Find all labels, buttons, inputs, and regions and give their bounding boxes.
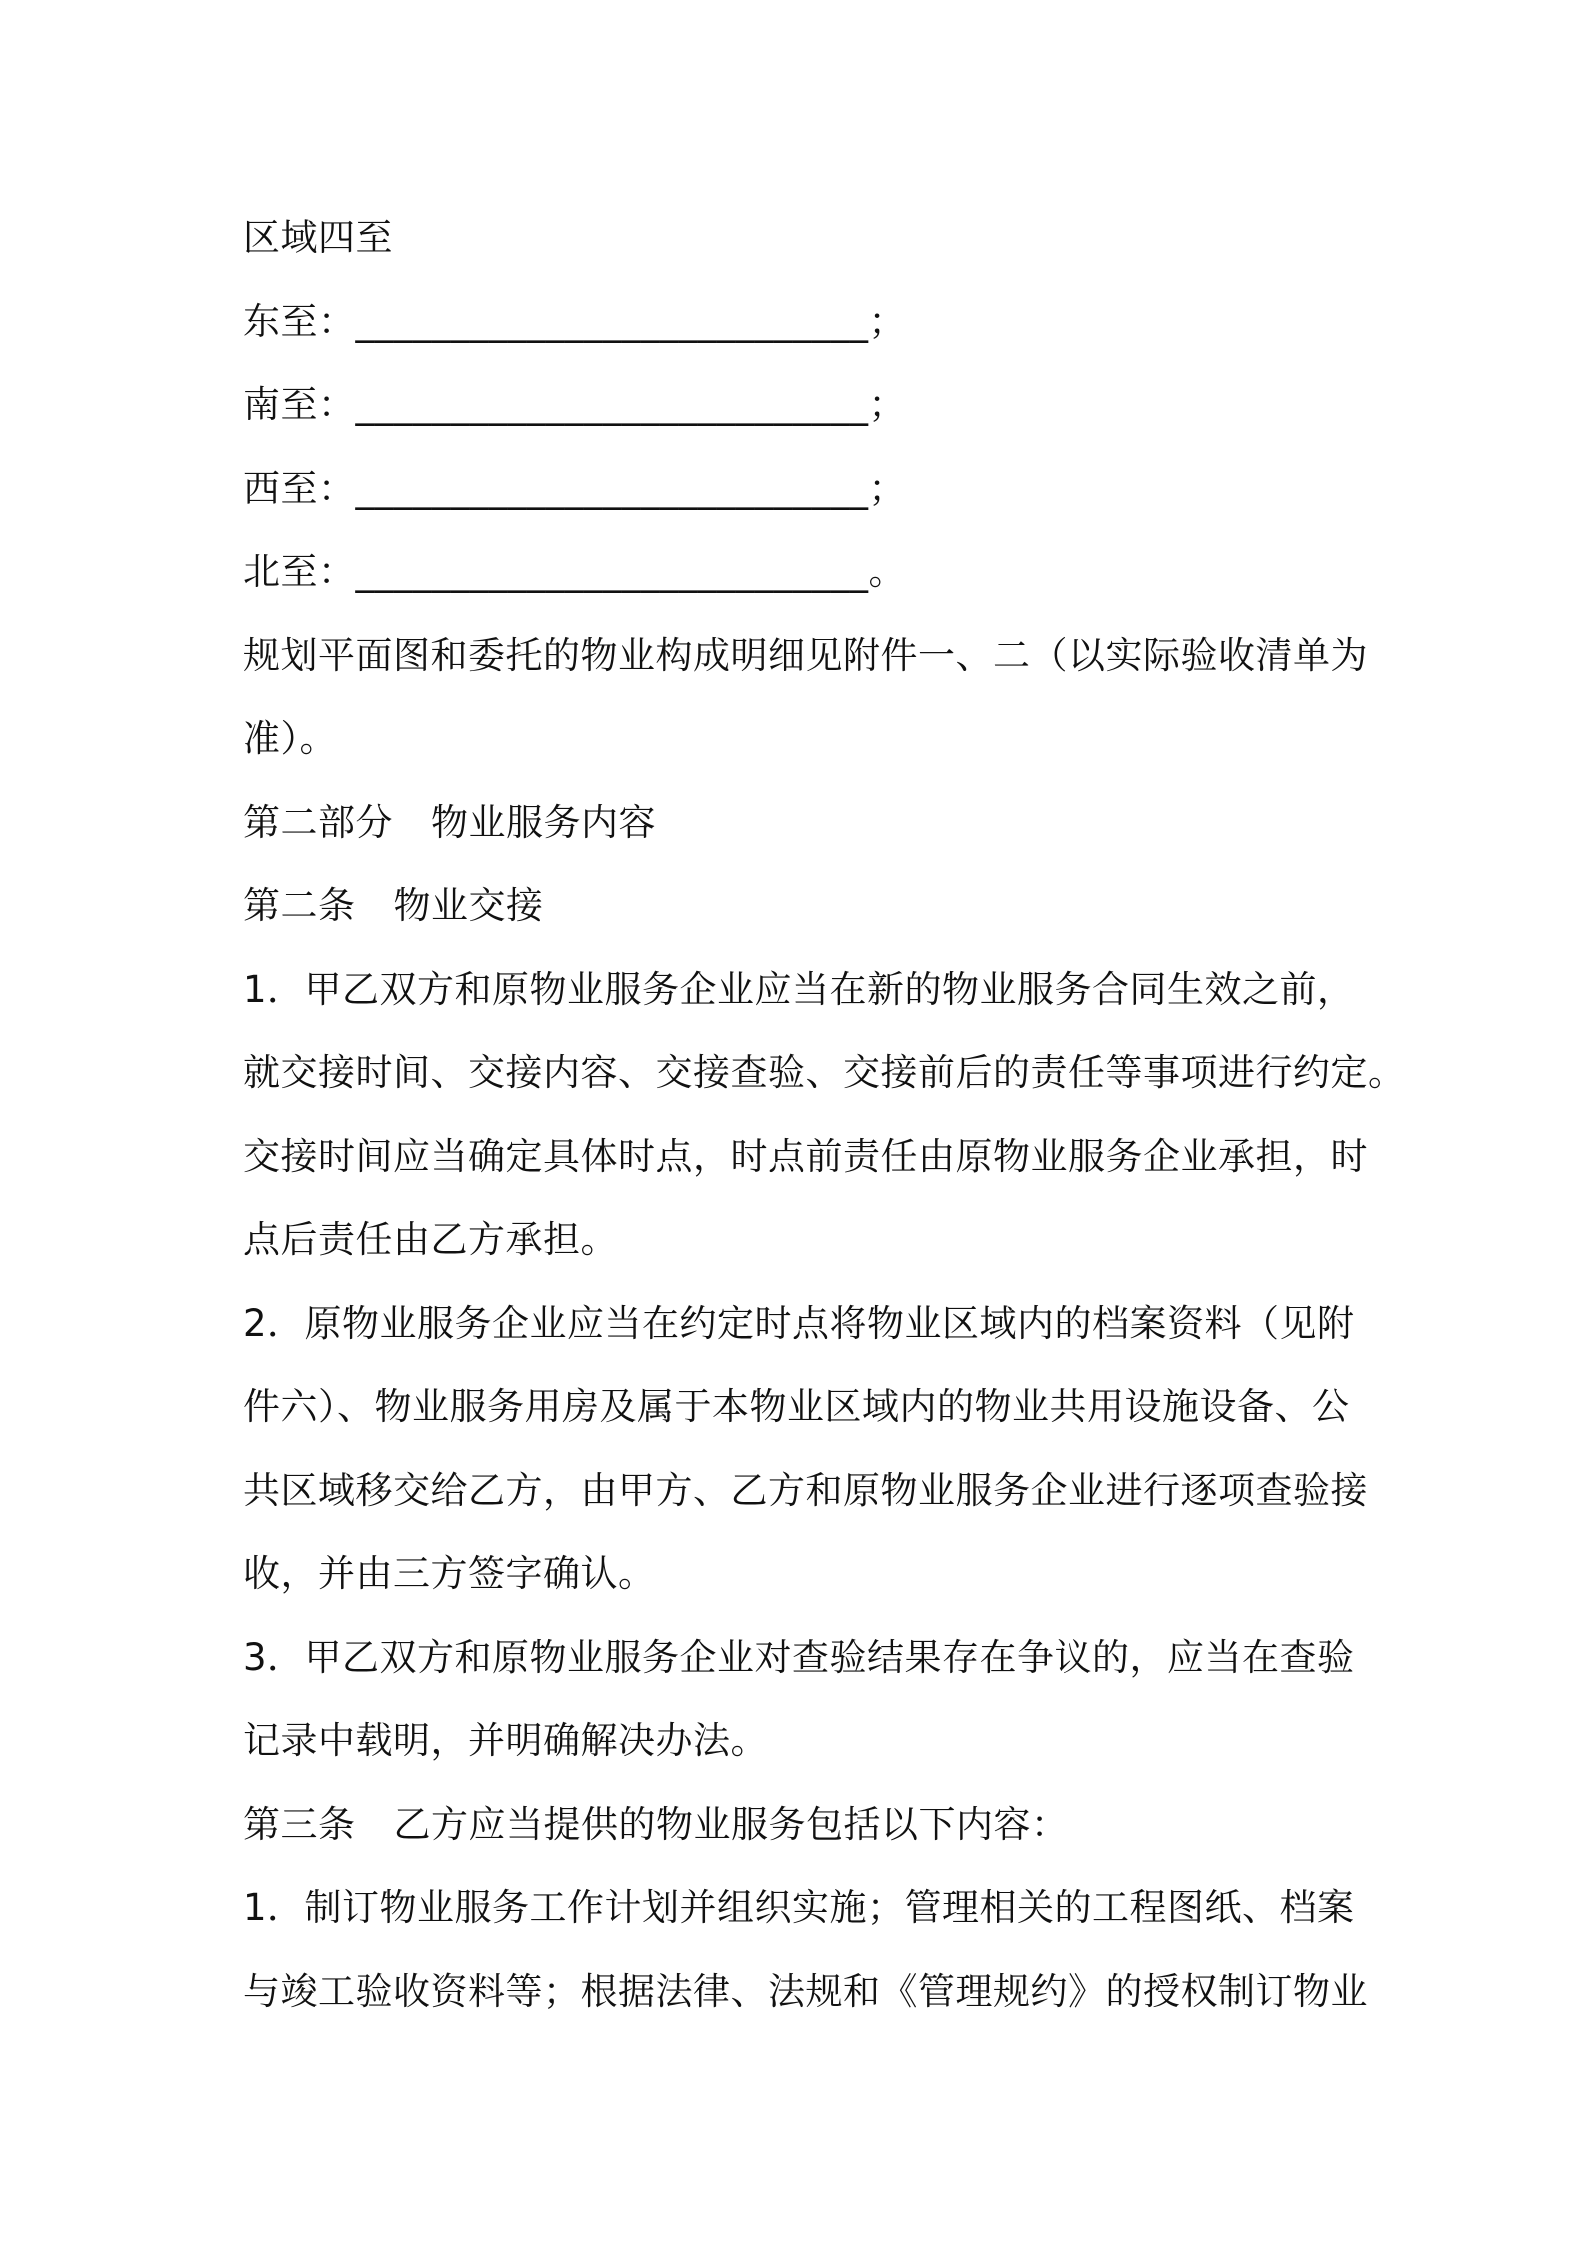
paragraph-line: 收，并由三方签字确认。 (243, 1552, 656, 1595)
article-number: 第二条 (243, 884, 356, 927)
paragraph-line: 3．甲乙双方和原物业服务企业对查验结果存在争议的，应当在查验 (243, 1635, 1355, 1679)
east-boundary-line: 东至：___________________________； (243, 299, 906, 343)
paragraph-line: 准）。 (243, 717, 337, 760)
paragraph-line: 记录中载明，并明确解决办法。 (243, 1719, 768, 1762)
north-boundary-line: 北至：___________________________。 (243, 550, 906, 593)
document-page (243, 196, 1406, 2033)
article-two-heading (243, 864, 1363, 948)
paragraph-line: 1．甲乙双方和原物业服务企业应当在新的物业服务合同生效之前， (243, 967, 1355, 1011)
paragraph-line: 就交接时间、交接内容、交接查验、交接前后的责任等事项进行约定。 (243, 1051, 1406, 1094)
paragraph-line: 规划平面图和委托的物业构成明细见附件一、二（以实际验收清单为 (243, 633, 1368, 677)
paragraph-line: 点后责任由乙方承担。 (243, 1218, 618, 1261)
west-boundary-line: 西至：___________________________； (243, 466, 906, 510)
paragraph-line: 件六）、物业服务用房及属于本物业区域内的物业共用设施设备、公 (243, 1385, 1350, 1428)
heading-region-boundaries: 区域四至 (243, 216, 393, 259)
paragraph-line: 2．原物业服务企业应当在约定时点将物业区域内的档案资料（见附 (243, 1301, 1355, 1345)
paragraph-line: 交接时间应当确定具体时点，时点前责任由原物业服务企业承担，时 (243, 1134, 1368, 1178)
paragraph-line: 1．制订物业服务工作计划并组织实施；管理相关的工程图纸、档案 (243, 1886, 1355, 1929)
paragraph-line: 与竣工验收资料等；根据法律、法规和《管理规约》的授权制订物业 (243, 1969, 1368, 2013)
article-title: 物业交接 (393, 884, 544, 927)
part-title: 物业服务内容 (431, 800, 656, 844)
south-boundary-line: 南至：___________________________； (243, 383, 906, 426)
article-title: 乙方应当提供的物业服务包括以下内容： (393, 1802, 1069, 1846)
article-number: 第三条 (243, 1802, 356, 1846)
part-number: 第二部分 (243, 800, 393, 844)
paragraph-line: 共区域移交给乙方，由甲方、乙方和原物业服务企业进行逐项查验接 (243, 1468, 1368, 1512)
article-three-heading (243, 1783, 1363, 1867)
part-two-heading (243, 781, 1363, 865)
